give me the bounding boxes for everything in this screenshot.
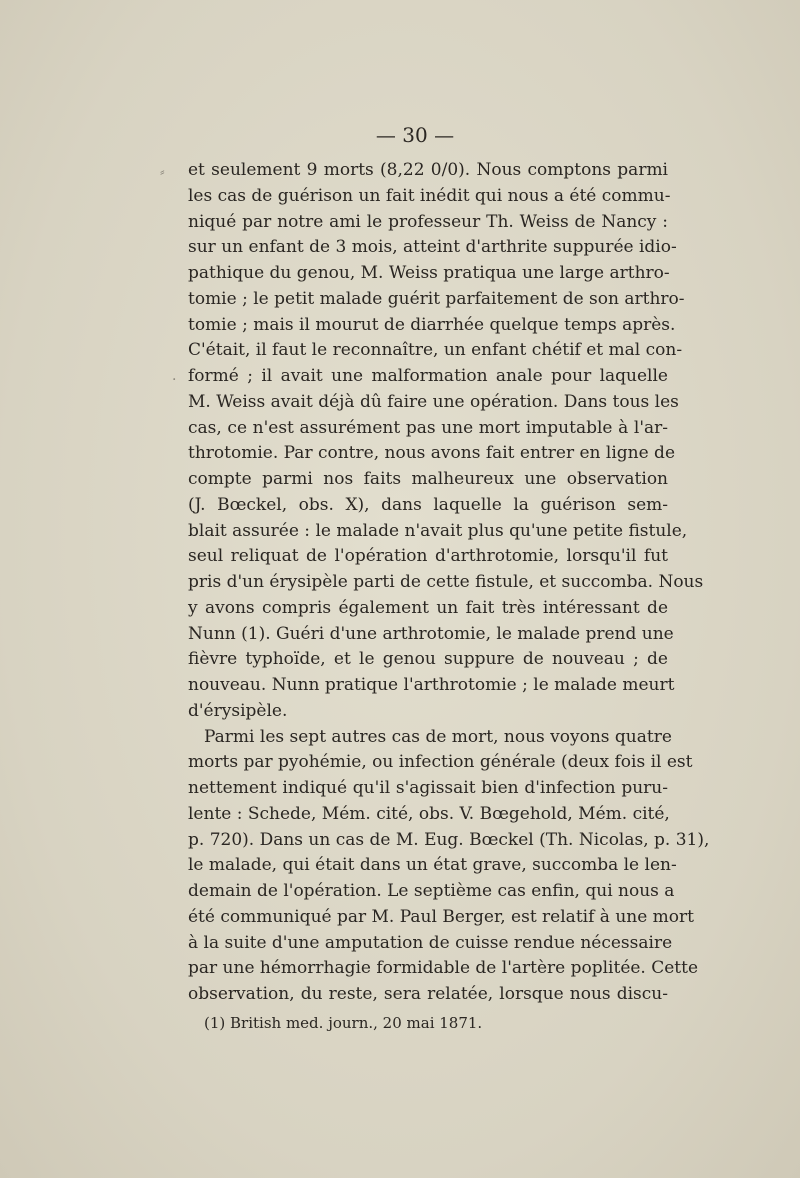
text-line: Parmi les sept autres cas de mort, nous voyons quatre: [204, 726, 672, 747]
text-line: fièvre typhoïde, et le genou suppure de nouveau ; de: [188, 649, 668, 670]
text-line: sur un enfant de 3 mois, atteint d'arthrite suppurée idio-: [188, 237, 677, 258]
text-line: tomie ; le petit malade guérit parfaitement de son arthro-: [188, 288, 685, 309]
text-line: les cas de guérison un fait inédit qui nous a été commu-: [188, 185, 671, 206]
text-line: y avons compris également un fait très intéressant de: [188, 597, 668, 618]
text-line: pathique du genou, M. Weiss pratiqua une large arthro-: [188, 263, 670, 283]
text-line: blait assurée : le malade n'avait plus qu'une petite fistule,: [188, 520, 688, 541]
text-line: d'érysipèle.: [188, 700, 288, 721]
text-line: niqué par notre ami le professeur Th. Weiss de Nancy :: [188, 211, 668, 232]
text-line: à la suite d'une amputation de cuisse rendue nécessaire: [188, 932, 673, 953]
body-text: [188, 158, 710, 1008]
text-line: morts par pyohémie, ou infection générale (deux fois il est: [188, 752, 693, 773]
text-line: tomie ; mais il mourut de diarrhée quelque temps après.: [188, 314, 676, 335]
text-line: et seulement 9 morts (8,22 0/0). Nous comptons parmi: [188, 160, 668, 180]
text-line: formé ; il avait une malformation anale pour laquelle: [188, 366, 668, 386]
margin-mark: ·: [172, 372, 177, 388]
text-line: le malade, qui était dans un état grave, succomba le len-: [188, 855, 677, 876]
text-line: compte parmi nos faits malheureux une observation: [188, 469, 668, 489]
page-number: — 30 —: [375, 123, 455, 147]
footnote: (1) British med. journ., 20 mai 1871.: [204, 1014, 483, 1032]
text-line: seul reliquat de l'opération d'arthrotomie, lorsqu'il fut: [188, 546, 668, 567]
text-line: throtomie. Par contre, nous avons fait entrer en ligne de: [188, 443, 675, 464]
text-line: par une hémorrhagie formidable de l'artère poplitée. Cette: [188, 958, 699, 979]
text-line: nettement indiqué qu'il s'agissait bien d'infection puru-: [188, 778, 668, 798]
text-line: pris d'un érysipèle parti de cette fistule, et succomba. Nous: [188, 572, 704, 592]
text-line: demain de l'opération. Le septième cas enfin, qui nous a: [188, 881, 675, 901]
text-line: cas, ce n'est assurément pas une mort imputable à l'ar-: [188, 417, 668, 438]
text-line: été communiqué par M. Paul Berger, est relatif à une mort: [188, 906, 694, 927]
text-line: observation, du reste, sera relatée, lorsque nous discu-: [188, 984, 668, 1004]
text-line: (J. Bœckel, obs. X), dans laquelle la guérison sem-: [188, 494, 668, 515]
text-line: p. 720). Dans un cas de M. Eug. Bœckel (Th. Nicolas, p. 31),: [188, 829, 710, 850]
text-line: M. Weiss avait déjà dû faire une opération. Dans tous les: [188, 391, 679, 412]
text-line: C'était, il faut le reconnaître, un enfant chétif et mal con-: [188, 340, 683, 361]
text-line: lente : Schede, Mém. cité, obs. V. Bœgehold, Mém. cité,: [188, 803, 670, 824]
text-line: nouveau. Nunn pratique l'arthrotomie ; le malade meurt: [188, 675, 675, 695]
text-line: Nunn (1). Guéri d'une arthrotomie, le malade prend une: [188, 623, 674, 644]
margin-mark: ⸗: [160, 164, 165, 180]
